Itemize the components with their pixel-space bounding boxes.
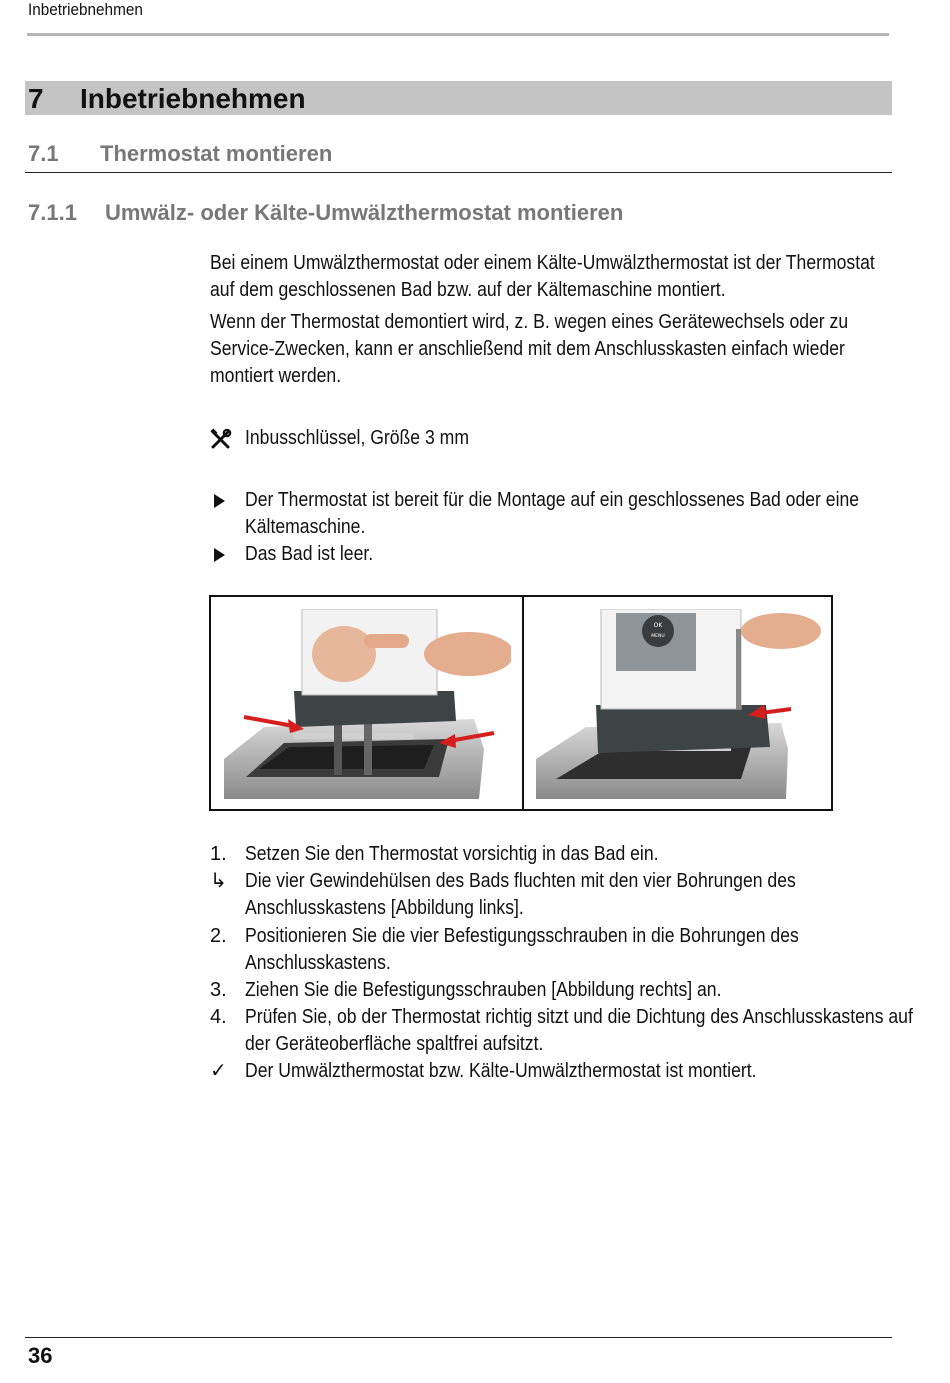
footer-rule — [25, 1337, 892, 1338]
triangle-bullet-icon — [210, 487, 240, 516]
triangle-bullet-icon — [210, 541, 240, 570]
photo-left-thermostat-insert — [224, 609, 511, 799]
svg-text:OK: OK — [653, 622, 663, 629]
figure-mounting-photos — [209, 595, 833, 811]
subsection-title: Umwälz- oder Kälte-Umwälzthermostat montieren — [105, 200, 624, 225]
chapter-heading — [25, 81, 892, 115]
step-marker: 2. — [210, 925, 227, 947]
subsection-number: 7.1.1 — [28, 200, 77, 225]
step-marker: 1. — [210, 843, 227, 865]
running-header: Inbetriebnehmen — [28, 0, 143, 19]
intro-paragraph-1: Bei einem Umwälzthermostat oder einem Kälte-Umwälzthermostat ist der Thermostat auf dem geschlossenen Bad bzw. auf der Kältemaschine montiert. — [210, 252, 875, 301]
prerequisite-text: Der Thermostat ist bereit für die Montage auf ein geschlossenes Bad oder eine Kältemaschine. — [245, 489, 860, 538]
step-text: Die vier Gewindehülsen des Bads fluchten mit den vier Bohrungen des Anschlusskastens [Abbildung links]. — [245, 870, 796, 919]
checkmark-icon: ✓ — [210, 1060, 227, 1082]
chapter-number: 7 — [28, 83, 44, 114]
step-text: Der Umwälzthermostat bzw. Kälte-Umwälzthermostat ist montiert. — [245, 1060, 757, 1082]
svg-text:MENU: MENU — [651, 634, 665, 639]
prerequisite-text: Das Bad ist leer. — [245, 543, 374, 565]
result-arrow-icon: ↳ — [210, 870, 227, 892]
step-text: Setzen Sie den Thermostat vorsichtig in das Bad ein. — [245, 843, 659, 865]
step-marker: 3. — [210, 979, 227, 1001]
section-number: 7.1 — [28, 141, 59, 166]
tools-text: Inbusschlüssel, Größe 3 mm — [245, 427, 469, 449]
section-title: Thermostat montieren — [100, 141, 333, 166]
figure-divider — [522, 597, 524, 809]
intro-paragraph-2: Wenn der Thermostat demontiert wird, z. B. wegen eines Gerätewechsels oder zu Service-Zwecken, kann er anschließend mit dem Anschlusskasten einfach wieder montiert werden. — [210, 311, 849, 387]
chapter-title: Inbetriebnehmen — [80, 83, 306, 114]
step-marker: 4. — [210, 1006, 227, 1028]
page-number: 36 — [28, 1343, 53, 1368]
step-text: Positionieren Sie die vier Befestigungsschrauben in die Bohrungen des Anschlusskastens. — [245, 925, 799, 974]
photo-right-thermostat-screws — [536, 609, 823, 799]
header-rule — [27, 33, 889, 36]
tools-icon — [210, 425, 240, 458]
step-text: Prüfen Sie, ob der Thermostat richtig sitzt und die Dichtung des Anschlusskastens auf der Geräteoberfläche spaltfrei aufsitzt. — [245, 1006, 913, 1055]
section-rule — [25, 172, 892, 173]
step-text: Ziehen Sie die Befestigungsschrauben [Abbildung rechts] an. — [245, 979, 722, 1001]
